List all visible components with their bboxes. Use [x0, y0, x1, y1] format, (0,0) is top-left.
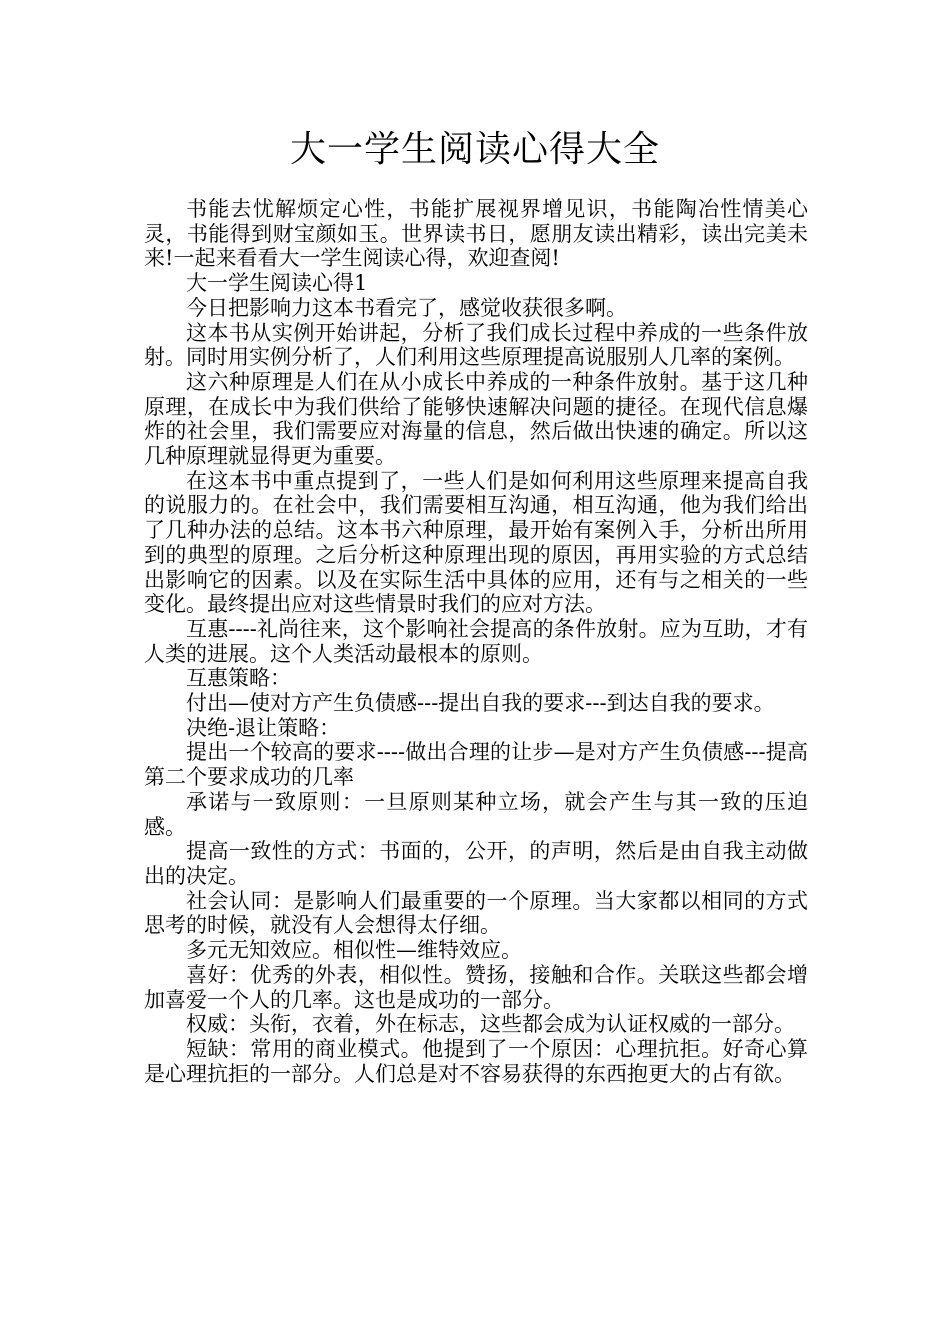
- paragraph: 权威：头衔，衣着，外在标志，这些都会成为认证权威的一部分。: [186, 1012, 795, 1037]
- paragraph: 短缺：常用的商业模式。他提到了一个原因：心理抗拒。好奇心算是心理抗拒的一部分。人们总是对不容易获得的东西抱更大的占有欲。: [144, 1036, 808, 1086]
- paragraph: 互惠策略：: [186, 666, 291, 691]
- paragraph: 提高一致性的方式：书面的，公开，的声明，然后是由自我主动做出的决定。: [144, 839, 808, 888]
- paragraph: 提出一个较高的要求----做出合理的让步—是对方产生负债感---提高第二个要求成功的几率: [144, 740, 808, 790]
- paragraph: 喜好：优秀的外表，相似性。赞扬，接触和合作。关联这些都会增加喜爱一个人的几率。这也是成功的一部分。: [144, 962, 808, 1012]
- paragraph: 在这本书中重点提到了，一些人们是如何利用这些原理来提高自我的说服力的。在社会中，我们需要相互沟通，相互沟通，他为我们给出了几种办法的总结。这本书六种原理，最开始有案例入手，分析出所用到的典型的原理。之后分析这种原理出现的原因，再用实验的方式总结出影响它的因素。以及在实际生活中具体的应用，还有与之相关的一些变化。最终提出应对这些情景时我们的应对方法。: [144, 468, 808, 617]
- paragraph: 社会认同：是影响人们最重要的一个原理。当大家都以相同的方式思考的时候，就没有人会想得太仔细。: [144, 888, 808, 938]
- page-title: 大一学生阅读心得大全: [289, 129, 660, 170]
- paragraph: 付出—使对方产生负债感---提出自我的要求---到达自我的要求。: [186, 691, 775, 716]
- document-body: [144, 197, 808, 1086]
- paragraph: 决绝-退让策略：: [186, 715, 341, 740]
- paragraph-section-heading: 大一学生阅读心得1: [186, 271, 368, 296]
- paragraph: 互惠----礼尚往来，这个影响社会提高的条件放射。应为互助，才有人类的进展。这个人类活动最根本的原则。: [144, 616, 808, 666]
- paragraph-intro: 书能去忧解烦定心性，书能扩展视界增见识，书能陶冶性情美心灵，书能得到财宝颜如玉。世界读书日，愿朋友读出精彩，读出完美未来!一起来看看大一学生阅读心得，欢迎查阅!: [144, 197, 808, 271]
- paragraph: 多元无知效应。相似性—维特效应。: [186, 938, 522, 963]
- paragraph: 这本书从实例开始讲起，分析了我们成长过程中养成的一些条件放射。同时用实例分析了，人们利用这些原理提高说服别人几率的案例。: [144, 320, 808, 370]
- paragraph: 承诺与一致原则：一旦原则某种立场，就会产生与其一致的压迫感。: [144, 789, 808, 839]
- paragraph: 今日把影响力这本书看完了，感觉收获很多啊。: [186, 295, 627, 320]
- paragraph: 这六种原理是人们在从小成长中养成的一种条件放射。基于这几种原理，在成长中为我们供给了能够快速解决问题的捷径。在现代信息爆炸的社会里，我们需要应对海量的信息，然后做出快速的确定。所以这几种原理就显得更为重要。: [144, 369, 808, 469]
